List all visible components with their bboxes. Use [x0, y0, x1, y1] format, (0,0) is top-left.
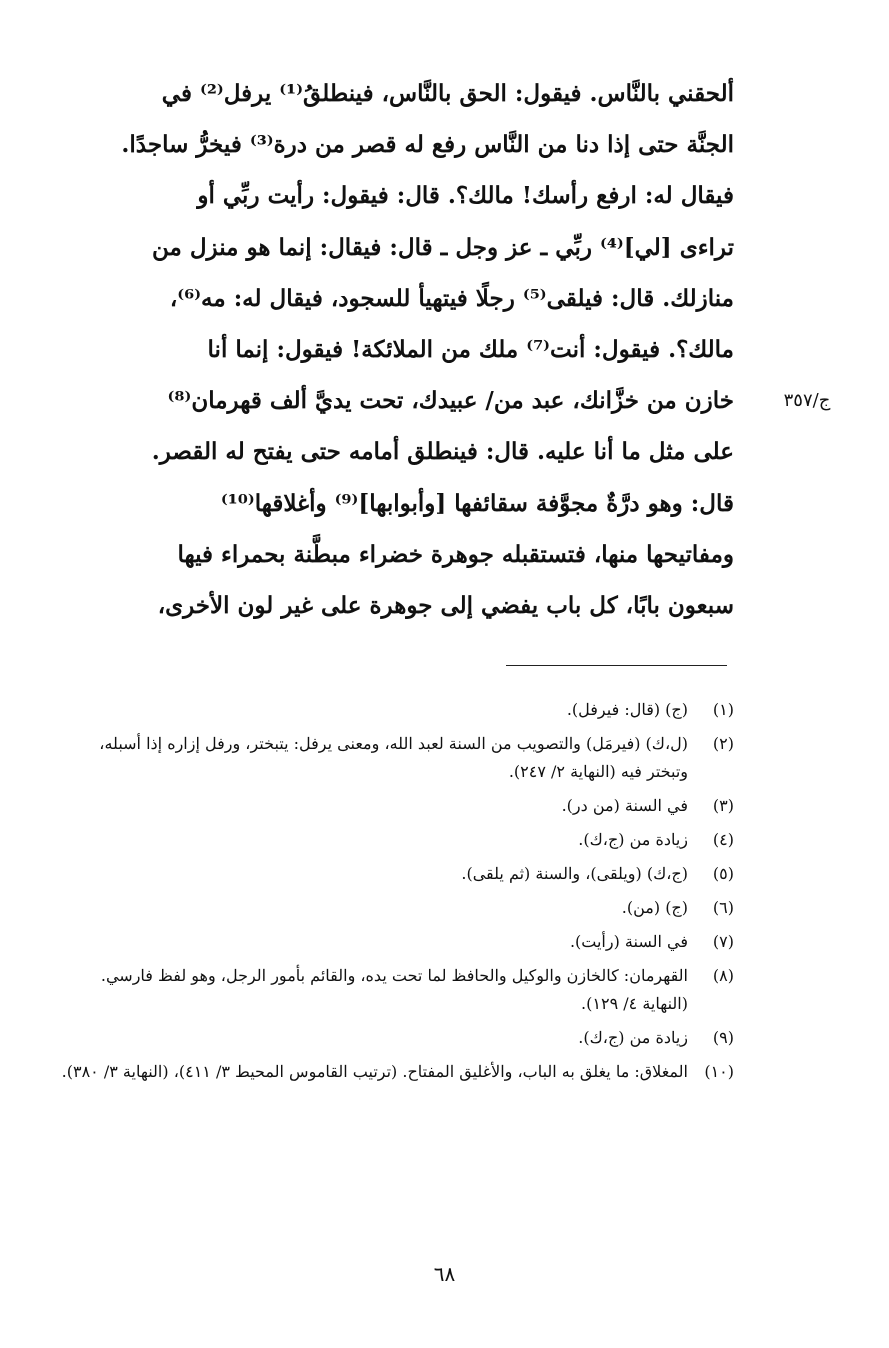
- footnote-text: القهرمان: كالخازن والوكيل والحافظ لما تحت يده، والقائم بأمور الرجل، وهو لفظ فارسي. (النهاية ٤/ ١٢٩).: [100, 966, 688, 1013]
- footnote: [58, 894, 734, 922]
- footnotes: [58, 696, 734, 1092]
- footnote-text: (ج،ك) (ويلقى)، والسنة (ثم يلقى).: [461, 864, 688, 883]
- footnote-number: (١٠): [704, 1062, 734, 1081]
- text-line: خازن من خزَّانك، عبد من/ عبيدك، تحت يديَّ ألف قهرمان⁽⁸⁾: [167, 387, 734, 415]
- footnote: [58, 730, 734, 786]
- footnote: [58, 1058, 734, 1086]
- text-line: على مثل ما أنا عليه. قال: فينطلق أمامه حتى يفتح له القصر.: [151, 438, 734, 466]
- text-line: منازلك. قال: فيلقى⁽⁵⁾ رجلًا فيتهيأ للسجود، فيقال له: مه⁽⁶⁾،: [169, 284, 734, 312]
- footnote: [58, 962, 734, 1018]
- footnote-number: (٣): [712, 796, 734, 815]
- footnote: [58, 696, 734, 724]
- footnote-number: (٥): [712, 864, 734, 883]
- footnote: [58, 860, 734, 888]
- footnote-text: في السنة (من در).: [561, 796, 688, 815]
- footnote-number: (٤): [712, 830, 734, 849]
- footnote-text: زيادة من (ج،ك).: [578, 830, 688, 849]
- text-line: الجنَّة حتى إذا دنا من النَّاس رفع له قصر من درة⁽³⁾ فيخرُّ ساجدًا.: [121, 131, 734, 159]
- main-text: [58, 68, 734, 631]
- text-line: ألحقني بالنَّاس. فيقول: الحق بالنَّاس، فينطلقُ⁽¹⁾ يرفل⁽²⁾ في: [161, 80, 734, 107]
- footnote-number: (٧): [712, 932, 734, 951]
- footnote-number: (٩): [712, 1028, 734, 1047]
- text-line: مالك؟. فيقول: أنت⁽⁷⁾ ملك من الملائكة! فيقول: إنما أنا: [207, 335, 734, 363]
- footnote-number: (٢): [712, 734, 734, 753]
- footnote-text: زيادة من (ج،ك).: [578, 1028, 688, 1047]
- text-line: قال: وهو درَّةٌ مجوَّفة سقائفها [وأبوابها]⁽⁹⁾ وأغلاقها⁽¹⁰⁾: [220, 489, 734, 517]
- footnote-text: (ج) (قال: فيرفل).: [566, 700, 688, 719]
- footnote-number: (١): [712, 700, 734, 719]
- page-number: ٦٨: [433, 1262, 456, 1286]
- footnote-text: في السنة (رأيت).: [569, 932, 688, 951]
- footnote-text: المغلاق: ما يغلق به الباب، والأغليق المفتاح. (ترتيب القاموس المحيط ٣/ ٤١١)، (النهاية ٣/ ٣٨٠).: [61, 1062, 688, 1081]
- text-line: ومفاتيحها منها، فتستقبله جوهرة خضراء مبطَّنة بحمراء فيها: [177, 540, 734, 568]
- footnote: [58, 1024, 734, 1052]
- footnote-text: (ل،ك) (فيرمَل) والتصويب من السنة لعبد الله، ومعنى يرفل: يتبختر، ورفل إزاره إذا أسبله، وتبختر فيه (النهاية ٢/ ٢٤٧).: [99, 734, 688, 781]
- footnote: [58, 826, 734, 854]
- footnote-divider: [506, 665, 727, 666]
- text-line: سبعون بابًا، كل باب يفضي إلى جوهرة على غير لون الأخرى،: [157, 591, 734, 619]
- footnote-text: (ج) (من).: [621, 898, 688, 917]
- footnote: [58, 928, 734, 956]
- footnote: [58, 792, 734, 820]
- text-line: تراءى [لي]⁽⁴⁾ ربِّي ـ عز وجل ـ قال: فيقال: إنما هو منزل من: [151, 233, 734, 261]
- footnote-number: (٦): [712, 898, 734, 917]
- footnote-number: (٨): [712, 966, 734, 985]
- text-line: فيقال له: ارفع رأسك! مالك؟. قال: فيقول: رأيت ربِّي أو: [197, 182, 734, 210]
- manuscript-folio-marker: ج/٣٥٧: [783, 390, 831, 411]
